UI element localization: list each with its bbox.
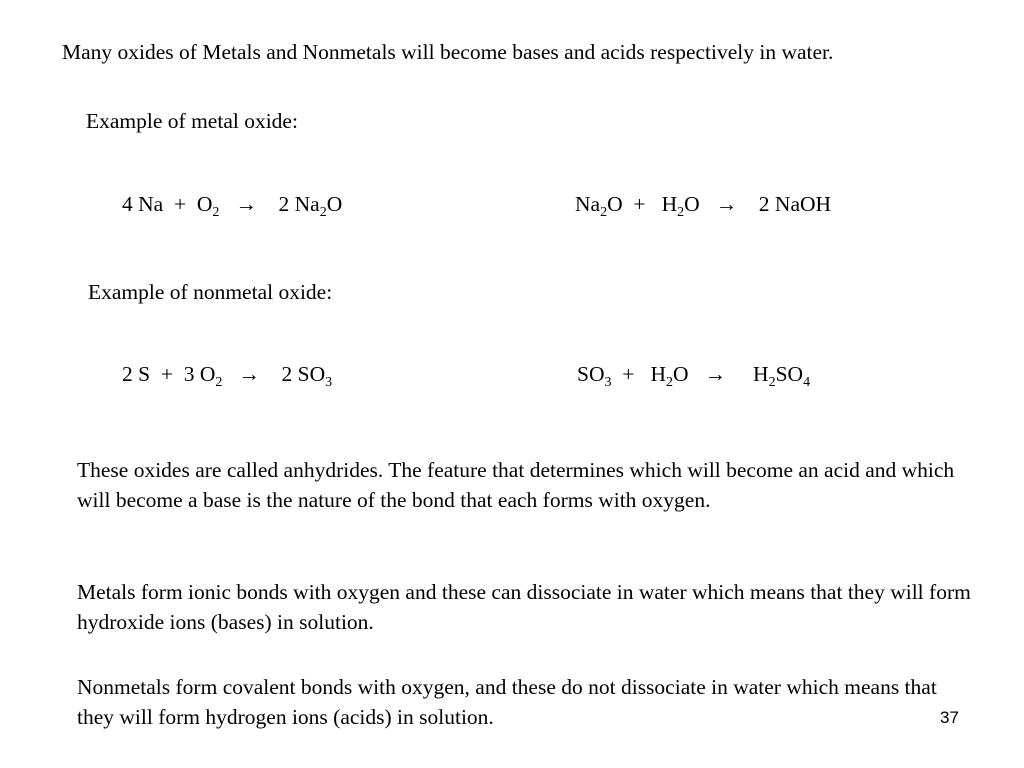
- subscript: 2: [666, 375, 674, 390]
- metals-ionic-paragraph: Metals form ionic bonds with oxygen and these can dissociate in water which means that they will form hydroxide ions (bases) in solution.: [77, 580, 971, 634]
- equation-segment: → 2 SO: [222, 362, 326, 386]
- equation-segment: 4 Na + O: [122, 192, 213, 216]
- subscript: 4: [803, 375, 811, 390]
- subscript: 2: [215, 375, 223, 390]
- equation-segment: O + H: [607, 192, 678, 216]
- equation-segment: → 2 Na: [219, 192, 320, 216]
- equation-segment: O → H: [673, 362, 769, 386]
- metal-equation-2: [575, 192, 832, 220]
- metal-equation-1: [122, 192, 343, 220]
- subscript: 2: [319, 205, 327, 220]
- nonmetals-covalent-paragraph: Nonmetals form covalent bonds with oxygen, and these do not dissociate in water which means that they will form hydrogen ions (acids) in solution.: [77, 675, 937, 729]
- anhydrides-paragraph: These oxides are called anhydrides. The feature that determines which will become an acid and which will become a base is the nature of the bond that each forms with oxygen.: [77, 458, 955, 512]
- subscript: 3: [604, 375, 612, 390]
- equation-segment: 2 S + 3 O: [122, 362, 216, 386]
- nonmetal-oxide-heading: Example of nonmetal oxide:: [88, 280, 333, 304]
- intro-text: Many oxides of Metals and Nonmetals will become bases and acids respectively in water.: [62, 40, 834, 64]
- equation-segment: O: [326, 192, 343, 216]
- nonmetal-equation-1: [122, 362, 333, 390]
- equation-segment: SO: [775, 362, 804, 386]
- equation-segment: Na: [575, 192, 601, 216]
- equation-segment: + H: [611, 362, 667, 386]
- equation-segment: O → 2 NaOH: [684, 192, 832, 216]
- metal-oxide-heading: Example of metal oxide:: [86, 109, 298, 133]
- equation-segment: SO: [577, 362, 605, 386]
- subscript: 2: [212, 205, 220, 220]
- page-number: 37: [940, 708, 959, 727]
- subscript: 3: [325, 375, 333, 390]
- subscript: 2: [677, 205, 685, 220]
- subscript: 2: [768, 375, 776, 390]
- nonmetal-equation-2: [577, 362, 811, 390]
- subscript: 2: [600, 205, 608, 220]
